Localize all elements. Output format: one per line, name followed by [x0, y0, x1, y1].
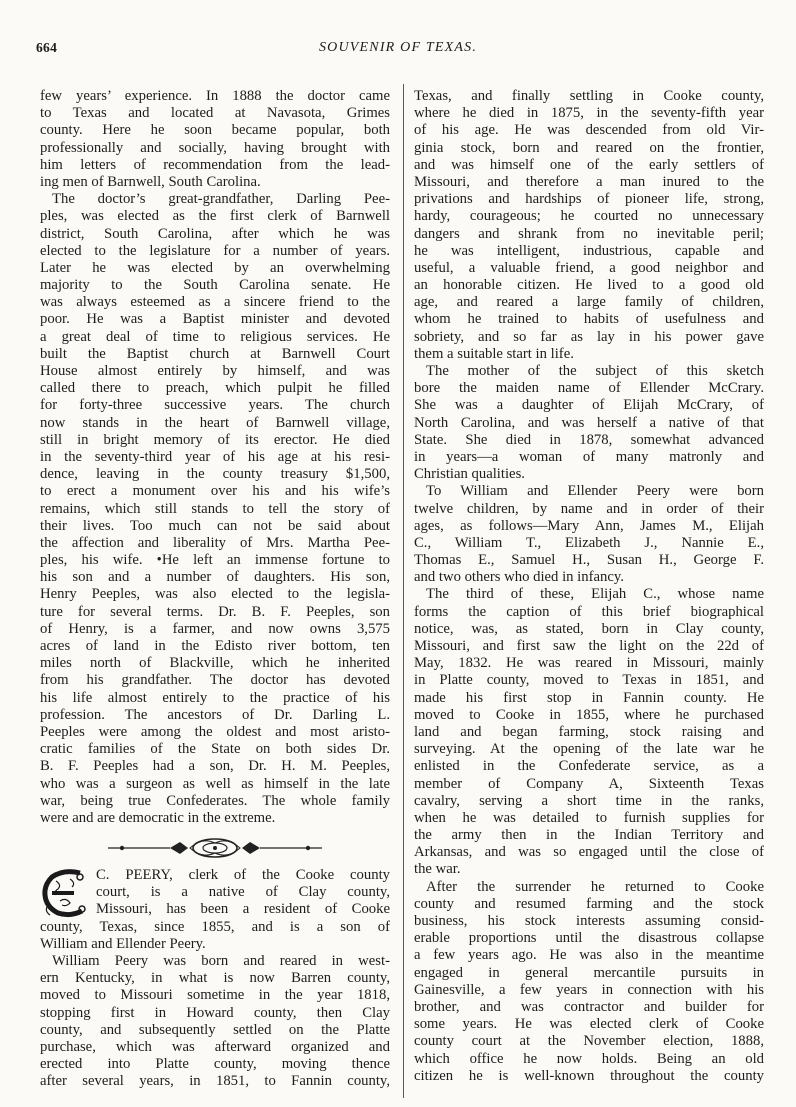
text-line: William Peery was born and reared in west- [52, 953, 390, 969]
text-line: engaged in general mercantile pursuits in [414, 964, 764, 981]
text-line: county, and subsequently settled on the Platte [40, 1021, 390, 1038]
text-line: his life almost entirely to the practice of his [40, 689, 390, 706]
text-line: Arkansas, and was so engaged until the close of [414, 844, 764, 861]
text-line: profession. The ancestors of Dr. Darling L. [40, 706, 390, 723]
text-line: court, is a native of Clay county, [96, 884, 390, 901]
text-line: business, his stock interests assuming consid- [414, 913, 764, 929]
text-line: May, 1832. He was reared in Missouri, mainly [414, 655, 764, 672]
text-line: member of Company A, Sixteenth Texas [414, 775, 764, 792]
text-line: hardy, courageous; he courted no unnecessary [414, 208, 764, 225]
text-line: few years’ experience. In 1888 the doctor came [40, 88, 390, 104]
text-line: built the Baptist church at Barnwell Court [40, 345, 390, 362]
left-column-text-part-one [40, 88, 390, 827]
text-line: remains, which still stands to tell the story of [40, 500, 390, 517]
text-line: purchase, which was afterward organized and [40, 1038, 390, 1055]
text-line: an honorable citizen. He lived to a good old [414, 277, 764, 294]
text-line: erable proportions until the disastrous collapse [414, 930, 764, 947]
text-line: House almost entirely by himself, and was [40, 363, 390, 379]
text-line: land and began farming, stock raising and [414, 723, 764, 740]
text-line: forms the caption of this brief biographical [414, 603, 764, 620]
book-title: SOUVENIR OF TEXAS. [318, 40, 478, 55]
text-line: poor. He was a Baptist minister and devoted [40, 311, 390, 328]
text-line: the affection and liberality of Mrs. Martha Pee- [40, 534, 390, 551]
text-line: notice, was, as stated, born in Clay county, [414, 620, 764, 637]
text-line: miles north of Blackville, which he inherited [40, 655, 390, 672]
text-line: cratic families of the State on both sides Dr. [40, 741, 390, 758]
text-line: him letters of recommendation from the lead- [40, 156, 390, 173]
text-line: cavalry, serving a short time in the ranks, [414, 792, 764, 809]
text-line: elected to the legislature for a number of years. [40, 242, 390, 259]
text-line: ages, as follows—Mary Ann, James M., Elijah [414, 517, 764, 534]
text-line: after several years, in 1851, to Fannin county, [40, 1073, 390, 1090]
text-line: The third of these, Elijah C., whose name [426, 586, 764, 603]
text-line: acres of land in the Edisto river bottom, ten [40, 638, 390, 654]
text-line: Texas, and finally settling in Cooke county, [414, 88, 764, 104]
text-line: were and are democratic in the extreme. [40, 809, 276, 826]
text-line: for forty-three successive years. The church [40, 397, 390, 414]
text-line: Henry Peeples, was also elected to the legisla- [40, 586, 390, 603]
text-line: privations and hardships of pioneer life, strong, [414, 191, 764, 208]
text-line: professionally and socially, having brought with [40, 139, 390, 156]
text-line: whom he trained to habits of usefulness and [414, 311, 764, 328]
drop-cap [40, 867, 92, 919]
text-line: Missouri, and therefore a man inured to the [414, 173, 764, 190]
text-line: he was intelligent, industrious, capable and [414, 242, 764, 259]
text-line: some years. He was elected clerk of Cooke [414, 1016, 764, 1033]
text-line: ples, was elected as the first clerk of Barnwell [40, 208, 390, 225]
text-line: To William and Ellender Peery were born [426, 483, 764, 500]
text-line: ing men of Barnwell, South Carolina. [40, 173, 261, 190]
text-line: twelve children, by name and in order of their [414, 500, 764, 517]
text-line: their lives. Too much can not be said about [40, 517, 390, 534]
text-line: county, Texas, since 1855, and is a son of [40, 918, 390, 935]
text-line: Missouri, and first saw the light on the 22d of [414, 638, 764, 654]
text-line: where he died in 1875, in the seventy-fifth year [414, 105, 764, 122]
text-line: a few years ago. He was also in the meantime [414, 947, 764, 964]
text-line: dence, leaving in the county treasury $1,500, [40, 466, 390, 483]
text-line: who was a surgeon as well as himself in the late [40, 775, 390, 792]
text-line: made his first stop in Fannin county. He [414, 689, 764, 706]
text-line: majority to the South Carolina senate. He [40, 277, 390, 294]
page-number: 664 [36, 40, 58, 55]
text-line: The doctor’s great-grandfather, Darling Pee- [52, 191, 390, 208]
text-line: The mother of the subject of this sketch [426, 363, 764, 379]
text-line: from his grandfather. The doctor has devoted [40, 672, 390, 689]
text-line: Christian qualities. [414, 466, 525, 483]
text-line: erected into Platte county, moving thence [40, 1056, 390, 1073]
text-line: surveying. At the opening of the late war he [414, 741, 764, 758]
text-line: dangers and shrank from no inevitable peril; [414, 225, 764, 242]
text-line: bore the maiden name of Ellender McCrary. [414, 380, 764, 397]
drop-cap-letter [40, 867, 92, 919]
text-line: county. Here he soon became popular, both [40, 122, 390, 139]
text-line: of his age. He was descended from old Vir- [414, 122, 764, 139]
text-line: C., William T., Elizabeth J., Nannie E., [414, 534, 764, 551]
left-section-two [40, 867, 390, 1090]
text-line: ginia stock, born and reared on the frontier, [414, 139, 764, 156]
text-line: the war. [414, 861, 461, 878]
ornamental-divider [40, 833, 390, 863]
text-line: war, being true Confederates. The whole family [40, 792, 390, 809]
text-line: in the seventy-third year of his age at his resi- [40, 448, 390, 465]
text-line: and two others who died in infancy. [414, 569, 624, 586]
text-line: After the surrender he returned to Cooke [426, 878, 764, 895]
text-line: in Platte county, moved to Texas in 1851, and [414, 672, 764, 689]
text-line: C. PEERY, clerk of the Cooke county [96, 867, 390, 884]
text-line: citizen he is well-known throughout the county [414, 1067, 764, 1084]
text-line: to erect a monument over his and his wife’s [40, 483, 390, 500]
text-line: when he was detailed to furnish supplies for [414, 809, 764, 826]
text-line: enlisted in the Confederate service, as a [414, 758, 764, 775]
text-line: in years—a woman of many matronly and [414, 448, 764, 465]
text-line: which office he now holds. Being an old [414, 1050, 764, 1067]
right-column [414, 88, 764, 1085]
text-line: and was himself one of the early settlers of [414, 156, 764, 173]
text-line: moved to Missouri sometime in the year 1818, [40, 987, 390, 1004]
text-line: ture for several terms. Dr. B. F. Peeples, son [40, 603, 390, 620]
text-line: district, South Carolina, after which he was [40, 225, 390, 242]
text-line: Thomas E., Samuel H., Susan H., George F. [414, 552, 764, 569]
text-line: North Carolina, and was herself a native of that [414, 414, 764, 431]
text-line: to Texas and located at Navasota, Grimes [40, 105, 390, 122]
text-line: county court at the November election, 1888, [414, 1033, 764, 1050]
text-line: now stands in the heart of Barnwell village, [40, 414, 390, 431]
text-line: age, and reared a large family of children, [414, 294, 764, 311]
left-column [40, 88, 390, 1091]
text-line: Peeples were among the oldest and most aristo- [40, 723, 390, 740]
text-line: a great deal of time to religious services. He [40, 328, 390, 345]
text-line: called there to preach, which pulpit he filled [40, 380, 390, 397]
running-head [36, 40, 760, 62]
text-line: them a suitable start in life. [414, 345, 574, 362]
text-line: ern Kentucky, in what is now Barren county, [40, 970, 390, 987]
text-line: county and resumed farming and the stock [414, 895, 764, 912]
text-line: State. She died in 1878, somewhat advanced [414, 431, 764, 448]
text-line: William and Ellender Peery. [40, 935, 206, 952]
text-line: the army then in the Indian Territory and [414, 827, 764, 844]
text-line: She was a daughter of Elijah McCrary, of [414, 397, 764, 414]
right-lines [414, 88, 764, 1085]
text-line: was always esteemed as a sincere friend to the [40, 294, 390, 311]
text-line: B. F. Peeples had a son, Dr. H. M. Peeples, [40, 758, 390, 775]
text-line: brother, and was contractor and builder for [414, 998, 764, 1015]
column-divider [403, 84, 404, 1098]
text-line: stopping first in Howard county, then Clay [40, 1004, 390, 1021]
text-line: ples, his wife. •He left an immense fortune to [40, 552, 390, 569]
text-line: sobriety, and so far as lay in his power gave [414, 328, 764, 345]
text-line: moved to Cooke in 1855, where he purchased [414, 706, 764, 723]
text-line: his son and a number of daughters. His son, [40, 569, 390, 586]
text-line: of Henry, is a farmer, and now owns 3,575 [40, 620, 390, 637]
text-line: still in bright memory of its erector. He died [40, 431, 390, 448]
text-line: useful, a valuable friend, a good neighbor and [414, 259, 764, 276]
text-line: Missouri, has been a resident of Cooke [96, 901, 390, 918]
text-line: Later he was elected by an overwhelming [40, 259, 390, 276]
text-line: Gainesville, a few years in connection with his [414, 981, 764, 998]
left-column-text-part-two [40, 867, 390, 1090]
